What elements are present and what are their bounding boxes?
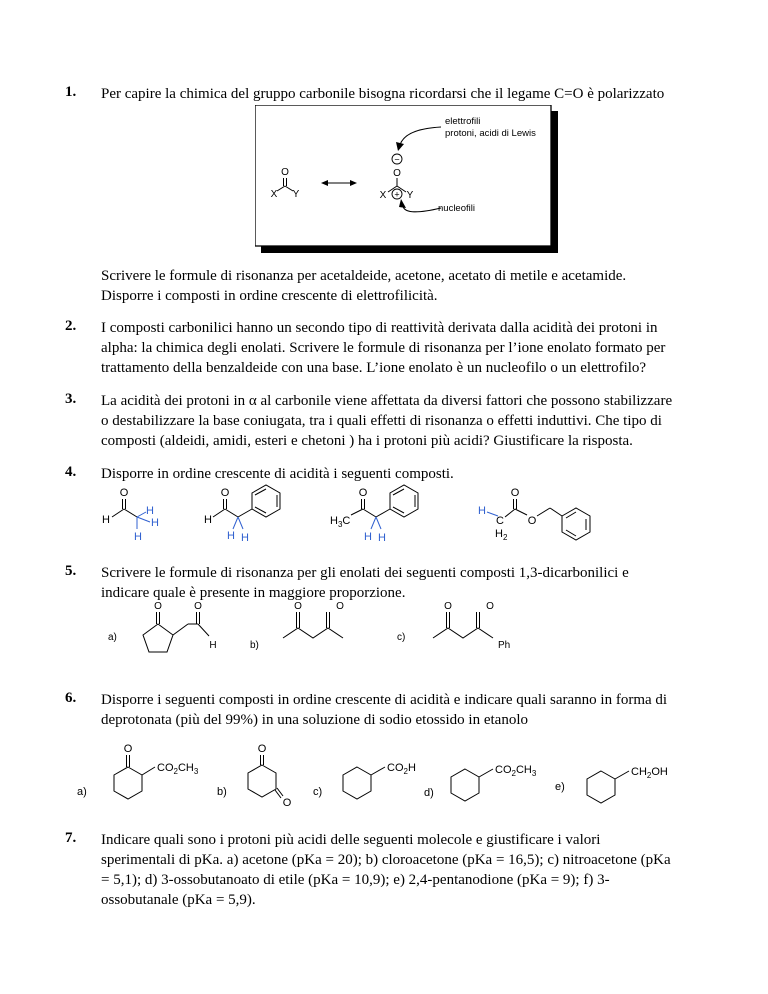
question-6-line-2: deprotonata (più del 99%) in una soluzione di sodio etossido in etanolo — [101, 712, 529, 728]
q4-phenylacetone — [330, 485, 418, 544]
electrophiles-label-2: protoni, acidi di Lewis — [445, 128, 536, 139]
svg-text:H: H — [241, 532, 249, 544]
q6-compound-a — [77, 743, 199, 799]
svg-text:CO2CH3: $CO_2CH_3$ — [157, 762, 199, 776]
svg-text:H3C: $H_3C$ — [330, 515, 351, 529]
question-1-followup — [101, 266, 701, 306]
y-atom: Y — [292, 189, 300, 200]
question-1-text: Per capire la chimica del gruppo carbonile bisogna ricordarsi che il legame C=O è polarizzato — [101, 86, 665, 102]
svg-text:C: C — [496, 515, 504, 527]
x-atom-charged: X — [379, 190, 387, 201]
svg-text:H: H — [478, 505, 486, 517]
question-5-structures — [100, 598, 550, 678]
svg-text:a): a) — [77, 786, 87, 798]
question-4-number: 4. — [65, 464, 77, 480]
o-atom-charged: O — [393, 168, 401, 179]
q4-phenylacetaldehyde — [204, 485, 280, 544]
q6-compound-e — [555, 766, 668, 803]
o-atom: O — [281, 167, 289, 178]
svg-text:O: O — [282, 797, 292, 809]
svg-text:CO2H: $CO_2H$ — [387, 762, 416, 776]
question-3-line-3: composti (aldeidi, amidi, esteri e chetoni ) ha i protoni più acidi? Giustificare la risposta. — [101, 433, 633, 449]
svg-text:O: O — [294, 601, 302, 612]
x-atom: X — [270, 189, 278, 200]
svg-text:O: O — [444, 601, 452, 612]
question-1-number: 1. — [65, 84, 77, 100]
svg-text:O: O — [527, 515, 537, 527]
svg-text:c): c) — [313, 786, 323, 798]
svg-text:H: H — [209, 640, 217, 651]
svg-text:O: O — [257, 743, 267, 755]
svg-text:H: H — [146, 505, 154, 517]
question-5-line-1: Scrivere le formule di risonanza per gli enolati dei seguenti composti 1,3-dicarbonilici e — [101, 565, 629, 581]
svg-text:O: O — [123, 743, 133, 755]
question-3-number: 3. — [65, 391, 77, 407]
svg-text:O: O — [220, 487, 230, 499]
question-2-line-2: alpha: la chimica degli enolati. Scrivere le formule di risonanza per l’ione enolato formato per — [101, 340, 666, 356]
question-7-line-1: Indicare quali sono i protoni più acidi delle seguenti molecole e giustificare i valori — [101, 832, 601, 848]
question-2-text — [101, 318, 701, 378]
question-5-text — [101, 563, 701, 603]
label-c: c) — [397, 632, 406, 643]
question-7-line-3: = 5,1); d) 3-ossobutanoato di etile (pKa = 10,9); e) 2,4-pentanodione (pKa = 9); f) 3- — [101, 872, 610, 888]
label-a: a) — [108, 632, 117, 643]
svg-text:H: H — [151, 517, 159, 529]
question-5-number: 5. — [65, 563, 77, 579]
label-b: b) — [250, 640, 259, 651]
q6-compound-b — [217, 743, 292, 809]
minus-sign: − — [394, 154, 400, 165]
svg-text:H: H — [102, 514, 110, 526]
question-3-line-1: La acidità dei protoni in α al carbonile viene affettata da diversi fattori che possono stabilizzare — [101, 393, 673, 409]
svg-text:O: O — [510, 487, 520, 499]
svg-text:H: H — [364, 531, 372, 543]
svg-text:O: O — [154, 601, 162, 612]
question-7-line-2: sperimentali di pKa. a) acetone (pKa = 20); b) cloroacetone (pKa = 16,5); c) nitroacetone (pKa — [101, 852, 671, 868]
question-6-line-1: Disporre i seguenti composti in ordine crescente di acidità e indicare quali saranno in forma di — [101, 692, 668, 708]
box-frame — [255, 105, 551, 246]
question-6-text — [101, 690, 701, 730]
svg-text:H: H — [227, 530, 235, 542]
question-2-line-1: I composti carbonilici hanno un secondo tipo di reattività derivata dalla acidità dei protoni in — [101, 320, 658, 336]
question-6-number: 6. — [65, 690, 77, 706]
question-5-line-2: indicare quale è presente in maggiore proporzione. — [101, 585, 406, 601]
svg-text:CO2CH3: $CO_2CH_3$ — [495, 764, 537, 778]
svg-text:H: H — [134, 531, 142, 543]
carbonyl-polarization-diagram — [255, 105, 560, 255]
svg-text:Ph: Ph — [498, 640, 511, 651]
plus-sign: + — [394, 189, 400, 200]
svg-text:d): d) — [424, 787, 434, 799]
question-7-number: 7. — [65, 830, 77, 846]
question-4-structures — [95, 484, 615, 544]
svg-text:O: O — [486, 601, 494, 612]
svg-text:O: O — [336, 601, 344, 612]
question-2-number: 2. — [65, 318, 77, 334]
q6-compound-d — [424, 764, 537, 801]
q5-compound-c — [397, 601, 510, 651]
svg-text:O: O — [358, 487, 368, 499]
question-4-text: Disporre in ordine crescente di acidità i seguenti composti. — [101, 466, 454, 482]
q5-compound-b — [250, 601, 344, 651]
q6-compound-c — [313, 762, 416, 799]
alpha-symbol: α — [248, 393, 257, 409]
electrophiles-label-1: elettrofili — [445, 116, 481, 127]
y-atom-charged: Y — [406, 190, 414, 201]
q4-benzyl-acetate — [478, 487, 590, 542]
question-7-line-4: ossobutanale (pKa = 5,9). — [101, 892, 256, 908]
svg-text:e): e) — [555, 781, 565, 793]
q5-compound-a — [108, 601, 217, 652]
nucleophiles-label: nucleofili — [438, 203, 475, 214]
question-6-structures — [75, 740, 715, 820]
question-2-line-3: trattamento della benzaldeide con una base. L’ione enolato è un nucleofilo o un elettrofilo? — [101, 360, 647, 376]
svg-text:CH2OH: $CH_2OH$ — [631, 766, 668, 780]
question-7-text — [101, 830, 701, 910]
svg-text:O: O — [119, 487, 129, 499]
question-1-followup-line-1: Scrivere le formule di risonanza per acetaldeide, acetone, acetato di metile e acetamide. — [101, 268, 627, 284]
q4-acetaldehyde — [102, 487, 159, 543]
question-1-followup-line-2: Disporre i composti in ordine crescente di elettrofilicità. — [101, 288, 438, 304]
question-3-text — [101, 391, 701, 451]
svg-text:O: O — [194, 601, 202, 612]
svg-text:H: H — [378, 532, 386, 544]
question-3-line-2: o destabilizzare la base coniugata, tra i quali effetti di risonanza o effetti induttivi. Che tipo di — [101, 413, 662, 429]
svg-text:H: H — [204, 514, 212, 526]
svg-text:b): b) — [217, 786, 227, 798]
svg-text:H2: $H_2$ — [495, 528, 508, 542]
